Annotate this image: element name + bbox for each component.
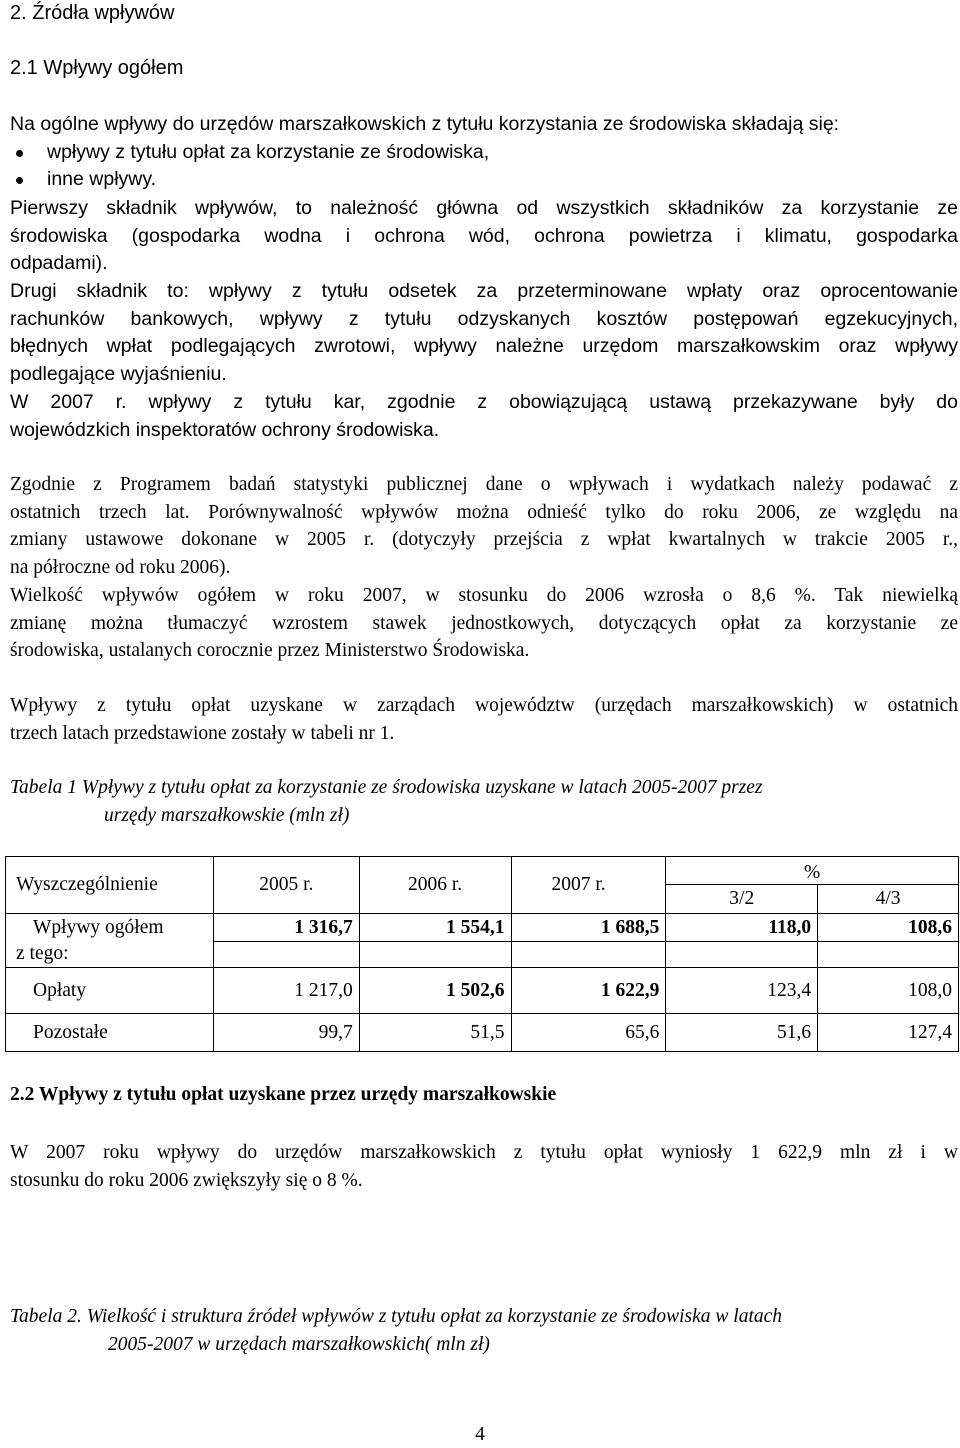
table-cell: 108,6 bbox=[818, 914, 959, 942]
para-line: wojewódzkich inspektoratów ochrony środowiska. bbox=[10, 418, 440, 441]
table-cell: 1 554,1 bbox=[359, 914, 511, 942]
para-line: Wielkość wpływów ogółem w roku 2007, w stosunku do 2006 wzrosła o 8,6 %. Tak niewielką bbox=[10, 585, 958, 606]
bullet-text: wpływy z tytułu opłat za korzystanie ze środowiska, bbox=[47, 141, 490, 163]
para-line: trzech latach przedstawione zostały w tabeli nr 1. bbox=[10, 722, 395, 744]
para-line: W 2007 roku wpływy do urzędów marszałkowskich z tytułu opłat wyniosły 1 622,9 mln zł i w bbox=[10, 1142, 958, 1163]
header-label: Wyszczególnienie bbox=[6, 857, 214, 914]
table-row bbox=[6, 914, 959, 942]
table-cell: 1 502,6 bbox=[359, 968, 511, 1014]
paragraph-second-component bbox=[10, 278, 958, 389]
para-line: zmiany ustawowe dokonane w 2005 r. (dotyczyły przejścia z wpłat kwartalnych w trakcie 2005 r., bbox=[10, 529, 958, 551]
table-cell: 99,7 bbox=[213, 1014, 359, 1052]
para-line: ostatnich trzech lat. Porównywalność wpływów można odnieść tylko do roku 2006, ze względu na bbox=[10, 501, 958, 523]
table-cell: 51,5 bbox=[359, 1014, 511, 1052]
para-line: zmianę można tłumaczyć wzrostem stawek jednostkowych, dotyczących opłat za korzystanie ze bbox=[10, 612, 958, 634]
para-line: W 2007 r. wpływy z tytułu kar, zgodnie z obowiązującą ustawą przekazywane były do bbox=[10, 391, 958, 413]
table-cell: 108,0 bbox=[818, 968, 959, 1014]
paragraph-statistics-program bbox=[10, 471, 958, 582]
para-line: Wpływy z tytułu opłat uzyskane w zarządach województw (urzędach marszałkowskich) w ostatnich bbox=[10, 695, 958, 716]
bullet-dot-icon bbox=[16, 150, 23, 157]
table-cell: 127,4 bbox=[818, 1014, 959, 1052]
row-label: Wpływy ogółem bbox=[6, 914, 214, 942]
header-year: 2006 r. bbox=[359, 857, 511, 914]
table-cell: 51,6 bbox=[666, 1014, 818, 1052]
table-cell bbox=[666, 942, 818, 968]
intro-line: Na ogólne wpływy do urzędów marszałkowskich z tytułu korzystania ze środowiska składają się: bbox=[10, 113, 840, 135]
para-line: środowiska, ustalanych corocznie przez Ministerstwo Środowiska. bbox=[10, 640, 530, 662]
para-line: środowiska (gospodarka wodna i ochrona wód, ochrona powietrza i klimatu, gospodarka bbox=[10, 224, 958, 247]
subsection-title: 2.1 Wpływy ogółem bbox=[10, 57, 184, 79]
table-cell: 65,6 bbox=[511, 1014, 666, 1052]
para-line: rachunków bankowych, wpływy z tytułu odzyskanych kosztów postępowań egzekucyjnych, bbox=[10, 307, 958, 330]
para-line: na półroczne od roku 2006). bbox=[10, 557, 231, 579]
table-cell bbox=[511, 942, 666, 968]
table-row bbox=[6, 1014, 959, 1052]
table1 bbox=[5, 856, 959, 1052]
row-label: Pozostałe bbox=[6, 1014, 214, 1052]
table-header-row bbox=[6, 857, 959, 885]
header-year: 2007 r. bbox=[511, 857, 666, 914]
para-line: stosunku do roku 2006 zwiększyły się o 8 %. bbox=[10, 1169, 363, 1191]
paragraph-growth bbox=[10, 582, 958, 665]
table-row bbox=[6, 968, 959, 1014]
table-cell bbox=[359, 942, 511, 968]
row-label: z tego: bbox=[6, 942, 214, 968]
bullet-dot-icon bbox=[16, 177, 23, 184]
table-cell bbox=[818, 942, 959, 968]
header-year: 2005 r. bbox=[213, 857, 359, 914]
para-line: odpadami). bbox=[10, 252, 108, 275]
table-cell: 1 688,5 bbox=[511, 914, 666, 942]
table2-caption-line: 2005-2007 w urzędach marszałkowskich( mln zł) bbox=[108, 1334, 490, 1355]
header-pct: % bbox=[666, 857, 959, 885]
subsection2-title: 2.2 Wpływy z tytułu opłat uzyskane przez urzędy marszałkowskie bbox=[10, 1084, 557, 1105]
paragraph-first-component bbox=[10, 195, 958, 278]
paragraph-fees-2007 bbox=[10, 1139, 958, 1194]
header-pct-col: 4/3 bbox=[818, 885, 959, 914]
para-line: Zgodnie z Programem badań statystyki publicznej dane o wpływach i wydatkach należy podawać z bbox=[10, 474, 958, 495]
paragraph-table-intro bbox=[10, 692, 958, 747]
table-cell: 1 316,7 bbox=[213, 914, 359, 942]
paragraph-penalties bbox=[10, 389, 958, 444]
table-cell: 1 622,9 bbox=[511, 968, 666, 1014]
para-line: Pierwszy składnik wpływów, to należność główna od wszystkich składników za korzystanie ze bbox=[10, 197, 958, 219]
page-number: 4 bbox=[475, 1424, 485, 1445]
table1-caption-line: Tabela 1 Wpływy z tytułu opłat za korzystanie ze środowiska uzyskane w latach 2005-2007 przez bbox=[10, 777, 763, 798]
para-line: błędnych wpłat podlegających zwrotowi, wpływy należne urzędom marszałkowskim oraz wpływy bbox=[10, 335, 958, 358]
para-line: Drugi składnik to: wpływy z tytułu odsetek za przeterminowane wpłaty oraz oprocentowanie bbox=[10, 280, 958, 302]
para-line: podlegające wyjaśnieniu. bbox=[10, 363, 227, 386]
header-pct-col: 3/2 bbox=[666, 885, 818, 914]
table-cell bbox=[213, 942, 359, 968]
table1-caption-line: urzędy marszałkowskie (mln zł) bbox=[104, 805, 350, 826]
table2-caption-line: Tabela 2. Wielkość i struktura źródeł wpływów z tytułu opłat za korzystanie ze środowiska w latach bbox=[10, 1306, 783, 1327]
section-title: 2. Źródła wpływów bbox=[10, 2, 175, 24]
table-cell: 118,0 bbox=[666, 914, 818, 942]
table-cell: 1 217,0 bbox=[213, 968, 359, 1014]
bullet-text: inne wpływy. bbox=[47, 168, 157, 190]
table-row bbox=[6, 942, 959, 968]
row-label: Opłaty bbox=[6, 968, 214, 1014]
table-cell: 123,4 bbox=[666, 968, 818, 1014]
